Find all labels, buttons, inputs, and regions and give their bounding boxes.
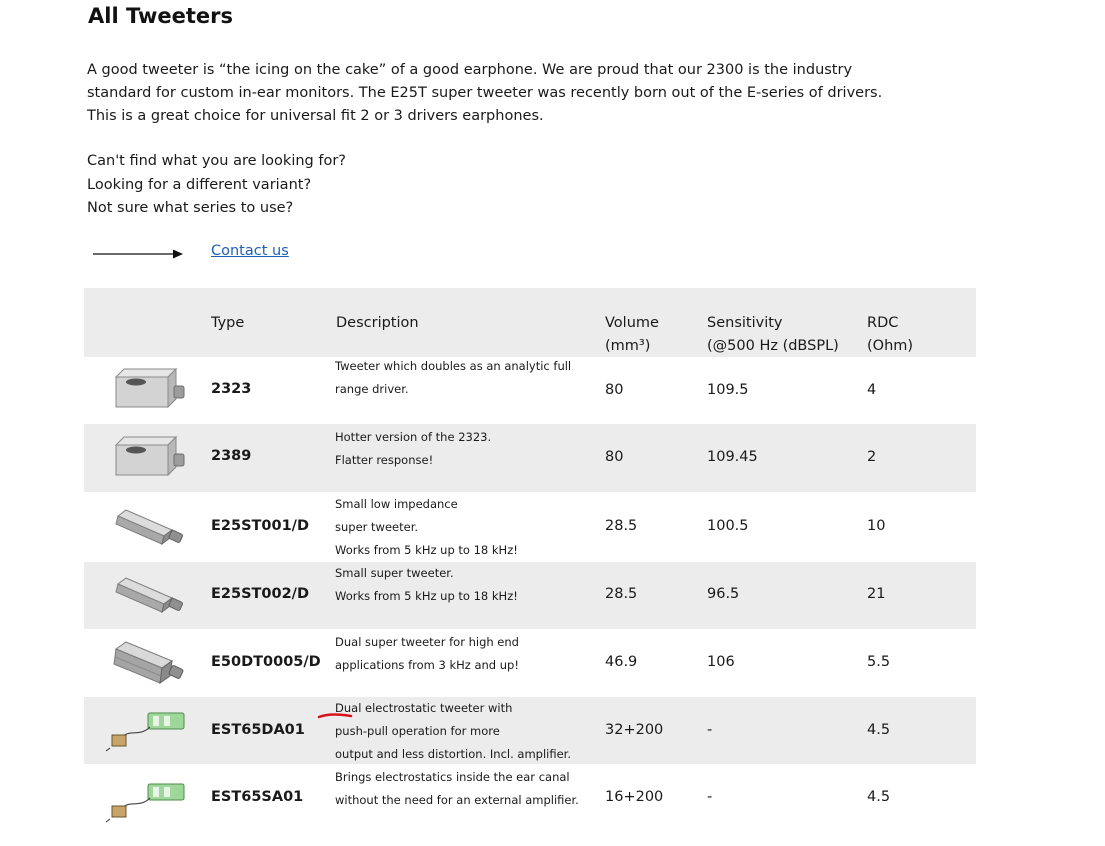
driver-volume: 80	[605, 382, 624, 398]
table-row	[84, 424, 976, 492]
driver-rdc: 4	[867, 382, 877, 398]
help-line: Can't find what you are looking for?	[87, 153, 346, 169]
driver-rdc: 4.5	[867, 789, 891, 805]
driver-type: 2323	[211, 381, 252, 397]
intro-line: A good tweeter is “the icing on the cake” of a good earphone. We are proud that our 2300 is the industry	[87, 62, 853, 78]
driver-type: EST65SA01	[211, 789, 304, 805]
driver-type: 2389	[211, 448, 252, 464]
driver-description: Brings electrostatics inside the ear canal without the need for an external amplifier.	[335, 770, 579, 807]
driver-rdc: 2	[867, 449, 877, 465]
driver-rdc: 5.5	[867, 654, 891, 670]
table-row	[84, 357, 976, 424]
driver-rdc: 21	[867, 586, 886, 602]
tube-driver-icon	[112, 570, 192, 618]
driver-sensitivity: -	[707, 789, 713, 805]
driver-sensitivity: 96.5	[707, 586, 740, 602]
help-line: Looking for a different variant?	[87, 176, 312, 193]
driver-description: Dual super tweeter for high end applications from 3 kHz and up!	[335, 635, 519, 672]
box-driver-2300-icon	[108, 365, 188, 415]
driver-volume: 28.5	[605, 586, 638, 602]
table-row	[84, 562, 976, 629]
help-line: Not sure what series to use?	[87, 200, 294, 216]
box-driver-2300-icon	[108, 433, 188, 483]
driver-sensitivity: 109.45	[707, 449, 758, 465]
table-header-row	[84, 288, 976, 357]
table-row	[84, 492, 976, 562]
driver-volume: 46.9	[605, 654, 638, 670]
tube-driver-icon	[112, 502, 192, 550]
driver-sensitivity: 109.5	[707, 382, 749, 398]
driver-description: Small super tweeter. Works from 5 kHz up to 18 kHz!	[335, 566, 518, 603]
contact-us-link[interactable]: Contact us	[211, 243, 289, 259]
header-type: Type	[211, 315, 245, 331]
table-row	[84, 629, 976, 697]
driver-description: Tweeter which doubles as an analytic full range driver.	[335, 359, 572, 396]
header-sensitivity: Sensitivity (@500 Hz (dBSPL)	[707, 315, 839, 354]
driver-type: E25ST002/D	[211, 586, 310, 602]
help-questions	[87, 150, 346, 221]
driver-sensitivity: 106	[707, 654, 735, 670]
driver-type: E50DT0005/D	[211, 654, 321, 670]
intro-line: standard for custom in-ear monitors. The E25T super tweeter was recently born out of the E-series of drivers.	[87, 85, 883, 101]
driver-description: Hotter version of the 2323. Flatter response!	[335, 430, 492, 467]
driver-description: Small low impedance super tweeter. Works from 5 kHz up to 18 kHz!	[335, 497, 518, 557]
dual-driver-icon	[110, 637, 192, 689]
table-row	[84, 697, 976, 764]
header-volume: Volume (mm³)	[605, 315, 659, 354]
driver-sensitivity: 100.5	[707, 518, 749, 534]
electrostatic-driver-icon	[106, 707, 190, 753]
driver-type: E25ST001/D	[211, 518, 310, 534]
intro-line: This is a great choice for universal fit 2 or 3 drivers earphones.	[87, 108, 544, 124]
driver-rdc: 4.5	[867, 722, 891, 738]
page-title: All Tweeters	[88, 4, 234, 28]
driver-volume: 16+200	[605, 789, 664, 805]
table-row	[84, 764, 976, 832]
red-annotation-mark	[317, 712, 353, 720]
driver-type: EST65DA01	[211, 722, 305, 738]
header-rdc: RDC (Ohm)	[867, 315, 914, 354]
driver-rdc: 10	[867, 518, 886, 534]
driver-sensitivity: -	[707, 722, 713, 738]
driver-volume: 80	[605, 449, 624, 465]
driver-description: Dual electrostatic tweeter with push-pull operation for more output and less distortion. Incl. amplifier.	[335, 701, 571, 761]
electrostatic-driver-icon	[106, 778, 190, 824]
driver-volume: 32+200	[605, 722, 664, 738]
header-description: Description	[336, 315, 419, 331]
arrow-right-icon	[93, 247, 185, 261]
intro-paragraph	[87, 59, 907, 128]
driver-volume: 28.5	[605, 518, 638, 534]
